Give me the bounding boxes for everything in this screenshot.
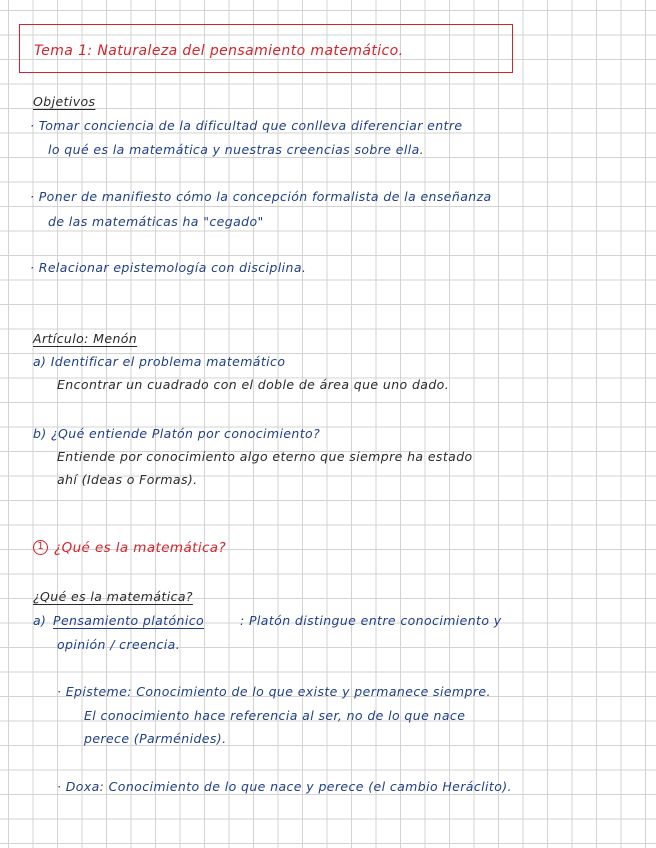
section-1-heading: ¿Qué es la matemática?	[54, 540, 227, 556]
episteme-line-1: · Episteme: Conocimiento de lo que existe y permanece siempre.	[57, 684, 491, 699]
pensamiento-platonico-text-line-2: opinión / creencia.	[57, 637, 181, 652]
articulo-b-text-line-2: ahí (Ideas o Formas).	[57, 472, 198, 487]
objetivo-2-line-1: · Poner de manifiesto cómo la concepción formalista de la enseñanza	[30, 189, 492, 204]
articulo-a-label: a) Identificar el problema matemático	[33, 354, 286, 369]
objetivo-1-line-1: · Tomar conciencia de la dificultad que conlleva diferenciar entre	[30, 118, 463, 133]
objetivos-heading: Objetivos	[33, 94, 96, 109]
objetivo-1-line-2: lo qué es la matemática y nuestras creencias sobre ella.	[48, 142, 425, 157]
articulo-a-text: Encontrar un cuadrado con el doble de área que uno dado.	[57, 377, 450, 392]
objetivo-2-line-2: de las matemáticas ha "cegado"	[48, 214, 264, 229]
pensamiento-platonico-text: : Platón distingue entre conocimiento y	[240, 613, 502, 628]
episteme-line-2: El conocimiento hace referencia al ser, no de lo que nace	[84, 708, 466, 723]
section-number-badge: 1	[33, 540, 48, 555]
articulo-heading: Artículo: Menón	[33, 331, 138, 346]
objetivo-3-line-1: · Relacionar epistemología con disciplina.	[30, 260, 307, 275]
articulo-b-text-line-1: Entiende por conocimiento algo eterno que siempre ha estado	[57, 449, 473, 464]
que-es-heading: ¿Qué es la matemática?	[33, 589, 193, 604]
doxa-line: · Doxa: Conocimiento de lo que nace y perece (el cambio Heráclito).	[57, 779, 512, 794]
que-es-a-prefix: a)	[33, 613, 47, 628]
pensamiento-platonico-label: Pensamiento platónico	[53, 613, 205, 628]
page-title: Tema 1: Naturaleza del pensamiento matemático.	[34, 43, 404, 59]
articulo-b-label: b) ¿Qué entiende Platón por conocimiento?	[33, 426, 321, 441]
episteme-line-3: perece (Parménides).	[84, 731, 227, 746]
